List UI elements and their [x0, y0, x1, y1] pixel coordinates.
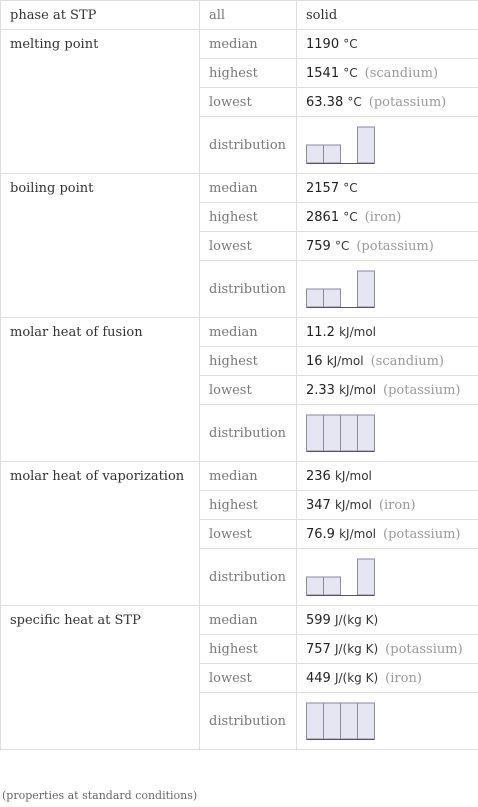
- stat-value-cell: [297, 318, 478, 347]
- stat-row: [1, 30, 478, 59]
- stat-value: 757: [306, 641, 331, 657]
- stat-unit: J/(kg K): [334, 670, 379, 685]
- stat-unit: J/(kg K): [334, 612, 379, 627]
- stat-value: 759: [306, 238, 331, 254]
- property-name: molar heat of vaporization: [1, 462, 200, 606]
- histogram-bar: [307, 577, 324, 595]
- stat-note: (potassium): [385, 641, 463, 657]
- histogram-bar: [324, 415, 341, 451]
- property-name: boiling point: [1, 174, 200, 318]
- stat-label: lowest: [200, 88, 297, 117]
- histogram-bar: [307, 703, 324, 739]
- histogram-bar: [358, 559, 375, 595]
- stat-note: (potassium): [383, 382, 461, 398]
- stat-unit: kJ/mol: [339, 382, 376, 397]
- distribution-label: distribution: [200, 549, 297, 606]
- header-solid-label: solid: [297, 1, 478, 30]
- stat-value: 2.33: [306, 382, 335, 398]
- histogram-bar: [341, 703, 358, 739]
- property-name: specific heat at STP: [1, 606, 200, 750]
- distribution-label: distribution: [200, 693, 297, 750]
- stat-value-cell: [297, 462, 478, 491]
- stat-row: [1, 174, 478, 203]
- stat-value: 16: [306, 353, 323, 369]
- stat-value: 1541: [306, 65, 340, 81]
- stat-unit: °C: [334, 238, 350, 253]
- stat-unit: kJ/mol: [334, 497, 372, 512]
- histogram-bar: [358, 271, 375, 307]
- distribution-cell: [297, 405, 478, 462]
- stat-note: (iron): [364, 209, 402, 225]
- header-row: [1, 1, 478, 30]
- histogram-bar: [307, 289, 324, 307]
- histogram-bar: [324, 577, 341, 595]
- header-all-label: all: [200, 1, 297, 30]
- stat-value: 236: [306, 468, 331, 484]
- stat-label: lowest: [200, 520, 297, 549]
- stat-label: median: [200, 30, 297, 59]
- stat-value-cell: [297, 203, 478, 232]
- distribution-label: distribution: [200, 261, 297, 318]
- stat-value-cell: [297, 347, 478, 376]
- distribution-cell: [297, 549, 478, 606]
- stat-row: [1, 462, 478, 491]
- stat-value: 63.38: [306, 94, 344, 110]
- stat-note: (potassium): [356, 238, 434, 254]
- distribution-histogram: [306, 556, 378, 598]
- stat-unit: °C: [343, 36, 358, 51]
- stat-label: median: [200, 174, 297, 203]
- distribution-cell: [297, 693, 478, 750]
- stat-value-cell: [297, 635, 478, 664]
- stat-label: median: [200, 462, 297, 491]
- stat-row: [1, 606, 478, 635]
- distribution-cell: [297, 117, 478, 174]
- stat-label: median: [200, 318, 297, 347]
- property-name: melting point: [1, 30, 200, 174]
- stat-value: 2157: [306, 180, 340, 196]
- header-phase-label: phase at STP: [1, 1, 200, 30]
- histogram-bar: [358, 415, 375, 451]
- stat-label: highest: [200, 59, 297, 88]
- stat-label: lowest: [200, 232, 297, 261]
- stat-label: lowest: [200, 376, 297, 405]
- stat-value: 76.9: [306, 526, 335, 542]
- stat-unit: °C: [343, 209, 358, 224]
- histogram-bar: [324, 145, 341, 163]
- distribution-histogram: [306, 700, 378, 742]
- stat-unit: kJ/mol: [334, 468, 372, 483]
- stat-value-cell: [297, 606, 478, 635]
- stat-label: highest: [200, 635, 297, 664]
- distribution-cell: [297, 261, 478, 318]
- histogram-bar: [307, 145, 324, 163]
- stat-label: highest: [200, 491, 297, 520]
- stat-value-cell: [297, 30, 478, 59]
- histogram-bar: [341, 415, 358, 451]
- stat-label: highest: [200, 347, 297, 376]
- stat-note: (potassium): [383, 526, 461, 542]
- stat-note: (potassium): [368, 94, 447, 110]
- stat-value-cell: [297, 88, 478, 117]
- property-name: molar heat of fusion: [1, 318, 200, 462]
- histogram-bar: [324, 703, 341, 739]
- stat-unit: °C: [343, 180, 358, 195]
- stat-label: highest: [200, 203, 297, 232]
- stat-value: 1190: [306, 36, 340, 52]
- stat-note: (iron): [385, 670, 422, 686]
- stat-value: 599: [306, 612, 331, 628]
- stat-row: [1, 318, 478, 347]
- stat-value-cell: [297, 376, 478, 405]
- stat-unit: J/(kg K): [334, 641, 379, 656]
- stat-note: (scandium): [364, 65, 439, 81]
- stat-value-cell: [297, 59, 478, 88]
- distribution-histogram: [306, 268, 378, 310]
- stat-unit: kJ/mol: [339, 324, 376, 339]
- stat-value-cell: [297, 174, 478, 203]
- distribution-label: distribution: [200, 117, 297, 174]
- stat-value: 449: [306, 670, 331, 686]
- stat-label: lowest: [200, 664, 297, 693]
- histogram-bar: [324, 289, 341, 307]
- stat-unit: °C: [347, 94, 362, 109]
- stat-value: 347: [306, 497, 331, 513]
- stat-note: (scandium): [370, 353, 444, 369]
- stat-label: median: [200, 606, 297, 635]
- stat-unit: °C: [343, 65, 358, 80]
- distribution-histogram: [306, 412, 378, 454]
- histogram-bar: [358, 703, 375, 739]
- stat-value-cell: [297, 664, 478, 693]
- stat-value: 11.2: [306, 324, 335, 340]
- stat-value-cell: [297, 520, 478, 549]
- footnote: (properties at standard conditions): [2, 789, 198, 802]
- histogram-bar: [307, 415, 324, 451]
- stat-unit: kJ/mol: [326, 353, 364, 368]
- stat-value: 2861: [306, 209, 340, 225]
- histogram-bar: [358, 127, 375, 163]
- stat-unit: kJ/mol: [339, 526, 376, 541]
- stat-note: (iron): [378, 497, 416, 513]
- distribution-histogram: [306, 124, 378, 166]
- stat-value-cell: [297, 491, 478, 520]
- distribution-label: distribution: [200, 405, 297, 462]
- stat-value-cell: [297, 232, 478, 261]
